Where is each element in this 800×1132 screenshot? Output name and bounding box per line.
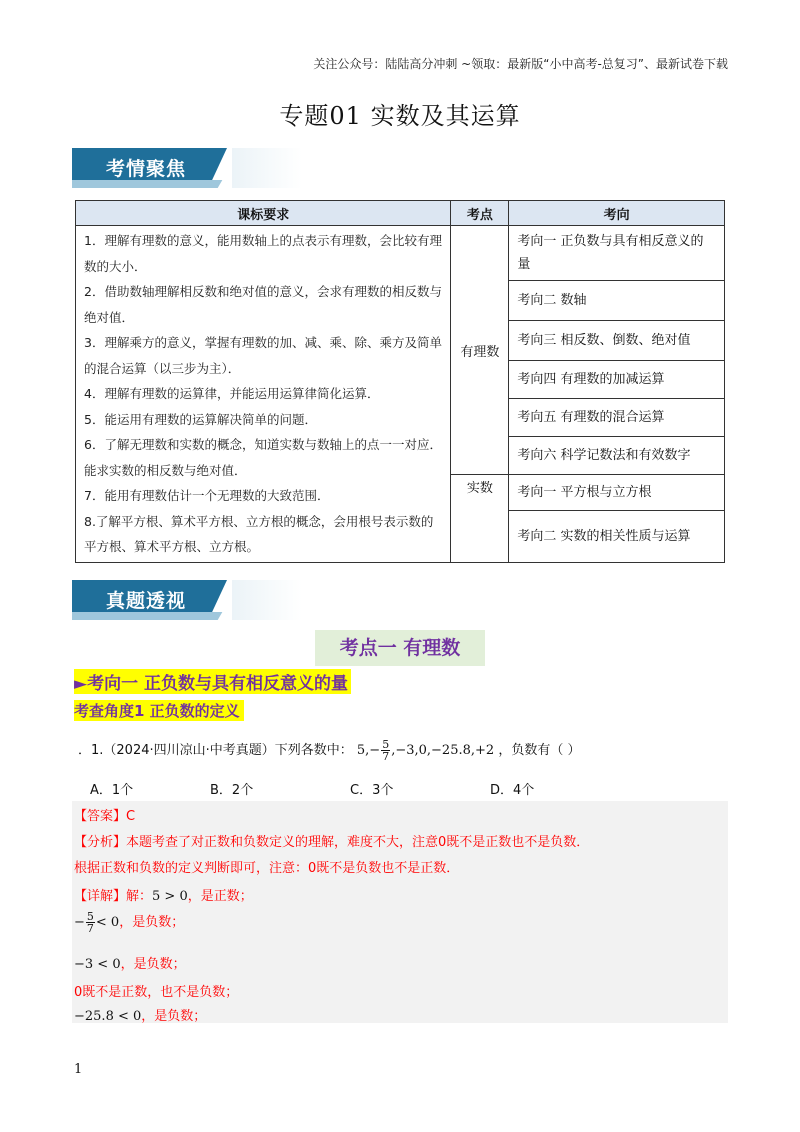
analysis-line: 【分析】本题考查了对正数和负数定义的理解，难度不大，注意0既不是正数也不是负数． — [74, 835, 590, 850]
exam-point-cell: 有理数 — [451, 226, 509, 475]
curriculum-table — [75, 200, 725, 563]
answer-line: 【答案】C — [74, 809, 136, 824]
detail-expression: −3 < 0 — [74, 957, 121, 972]
fraction-numerator: 5 — [86, 910, 94, 923]
requirement-item: 4．理解有理数的运算律，并能运用运算律简化运算． — [84, 386, 380, 401]
detail-expression: 5 > 0 — [152, 889, 188, 904]
detail-note: ，是负数； — [119, 915, 185, 930]
question-prefix: ．1.（2024·四川凉山·中考真题）下列各数中： — [78, 743, 353, 758]
requirement-item: 7．能用有理数估计一个无理数的大致范围． — [84, 488, 330, 503]
direction-cell: 考向二 实数的相关性质与运算 — [509, 510, 725, 562]
requirement-item: 6．了解无理数和实数的概念，知道实数与数轴上的点一一对应．能求实数的相反数与绝对值． — [84, 437, 442, 478]
exam-point-title: 考点一 有理数 — [315, 630, 485, 666]
table-header: 考向 — [509, 201, 725, 226]
requirement-item: 5．能运用有理数的运算解决简单的问题． — [84, 411, 317, 427]
page-number: 1 — [74, 1062, 83, 1077]
detail-expression: < 0 — [95, 915, 120, 930]
direction-cell: 考向三 相反数、倒数、绝对值 — [509, 321, 725, 361]
table-header: 课标要求 — [76, 201, 451, 226]
option-d: D．4个 — [490, 783, 535, 798]
analysis-line: 根据正数和负数的定义判断即可，注意：0既不是负数也不是正数． — [74, 861, 460, 876]
detail-line — [74, 885, 253, 904]
option-c: C．3个 — [350, 783, 394, 798]
detail-label: 【详解】解： — [74, 889, 153, 904]
direction-cell: 考向五 有理数的混合运算 — [509, 399, 725, 437]
exam-point-cell: 实数 — [451, 475, 509, 563]
option-a: A．1个 — [90, 783, 134, 798]
section-banner-past-exams — [72, 580, 227, 620]
requirement-item: 2．借助数轴理解相反数和绝对值的意义，会求有理数的相反数与绝对值． — [84, 284, 442, 325]
banner-label: 考情聚焦 — [106, 158, 187, 180]
direction-cell: 考向二 数轴 — [509, 281, 725, 321]
table-header: 考点 — [451, 201, 509, 226]
answer-explanation-box — [72, 801, 728, 1023]
table-header-row — [76, 201, 725, 226]
fraction-denominator: 7 — [382, 750, 390, 763]
requirement-item: 3．理解乘方的意义，掌握有理数的加、减、乘、除、乘方及简单的混合运算（以三步为主）． — [84, 335, 442, 376]
direction-heading: ►考向一 正负数与具有相反意义的量 — [74, 669, 351, 694]
exam-angle-heading: 考查角度1 正负数的定义 — [74, 700, 244, 721]
question-expr-b: ,−3,0,−25.8,+2 — [391, 743, 495, 758]
detail-note: ，是正数； — [187, 889, 253, 904]
direction-cell: 考向六 科学记数法和有效数字 — [509, 437, 725, 475]
question-suffix: ，负数有（ ） — [498, 743, 581, 758]
fraction-numerator: 5 — [382, 738, 390, 751]
requirement-item: 8.了解平方根、算术平方根、立方根的概念，会用根号表示数的平方根、算术平方根、立方根。 — [84, 513, 434, 554]
detail-expression: −25.8 < 0 — [74, 1009, 142, 1024]
detail-note: ，是负数； — [120, 957, 186, 972]
direction-cell: 考向一 正负数与具有相反意义的量 — [509, 226, 725, 281]
detail-line: 0既不是正数，也不是负数； — [74, 985, 239, 1000]
fraction-denominator: 7 — [86, 922, 94, 935]
fraction — [86, 911, 95, 934]
detail-note: ，是负数； — [141, 1009, 207, 1024]
requirements-cell — [76, 226, 451, 563]
question-text — [78, 739, 580, 762]
requirement-item: 1．理解有理数的意义，能用数轴上的点表示有理数，会比较有理数的大小． — [84, 233, 442, 274]
document-title: 专题01 实数及其运算 — [279, 102, 521, 130]
detail-line — [74, 1005, 206, 1024]
detail-line: − $\frac{5}{7}$ < 0，是负数； — [74, 910, 185, 935]
question-expr-a: 5,− — [356, 743, 381, 758]
option-b: B．2个 — [210, 783, 254, 798]
direction-cell: 考向四 有理数的加减运算 — [509, 361, 725, 399]
direction-cell: 考向一 平方根与立方根 — [509, 475, 725, 511]
section-banner-exam-focus — [72, 148, 227, 188]
header-note: 关注公众号：陆陆高分冲刺 ~领取：最新版“小中高考-总复习”、最新试卷下载 — [313, 57, 728, 71]
fraction — [381, 739, 390, 762]
banner-label: 真题透视 — [106, 590, 187, 612]
detail-line — [74, 953, 186, 972]
